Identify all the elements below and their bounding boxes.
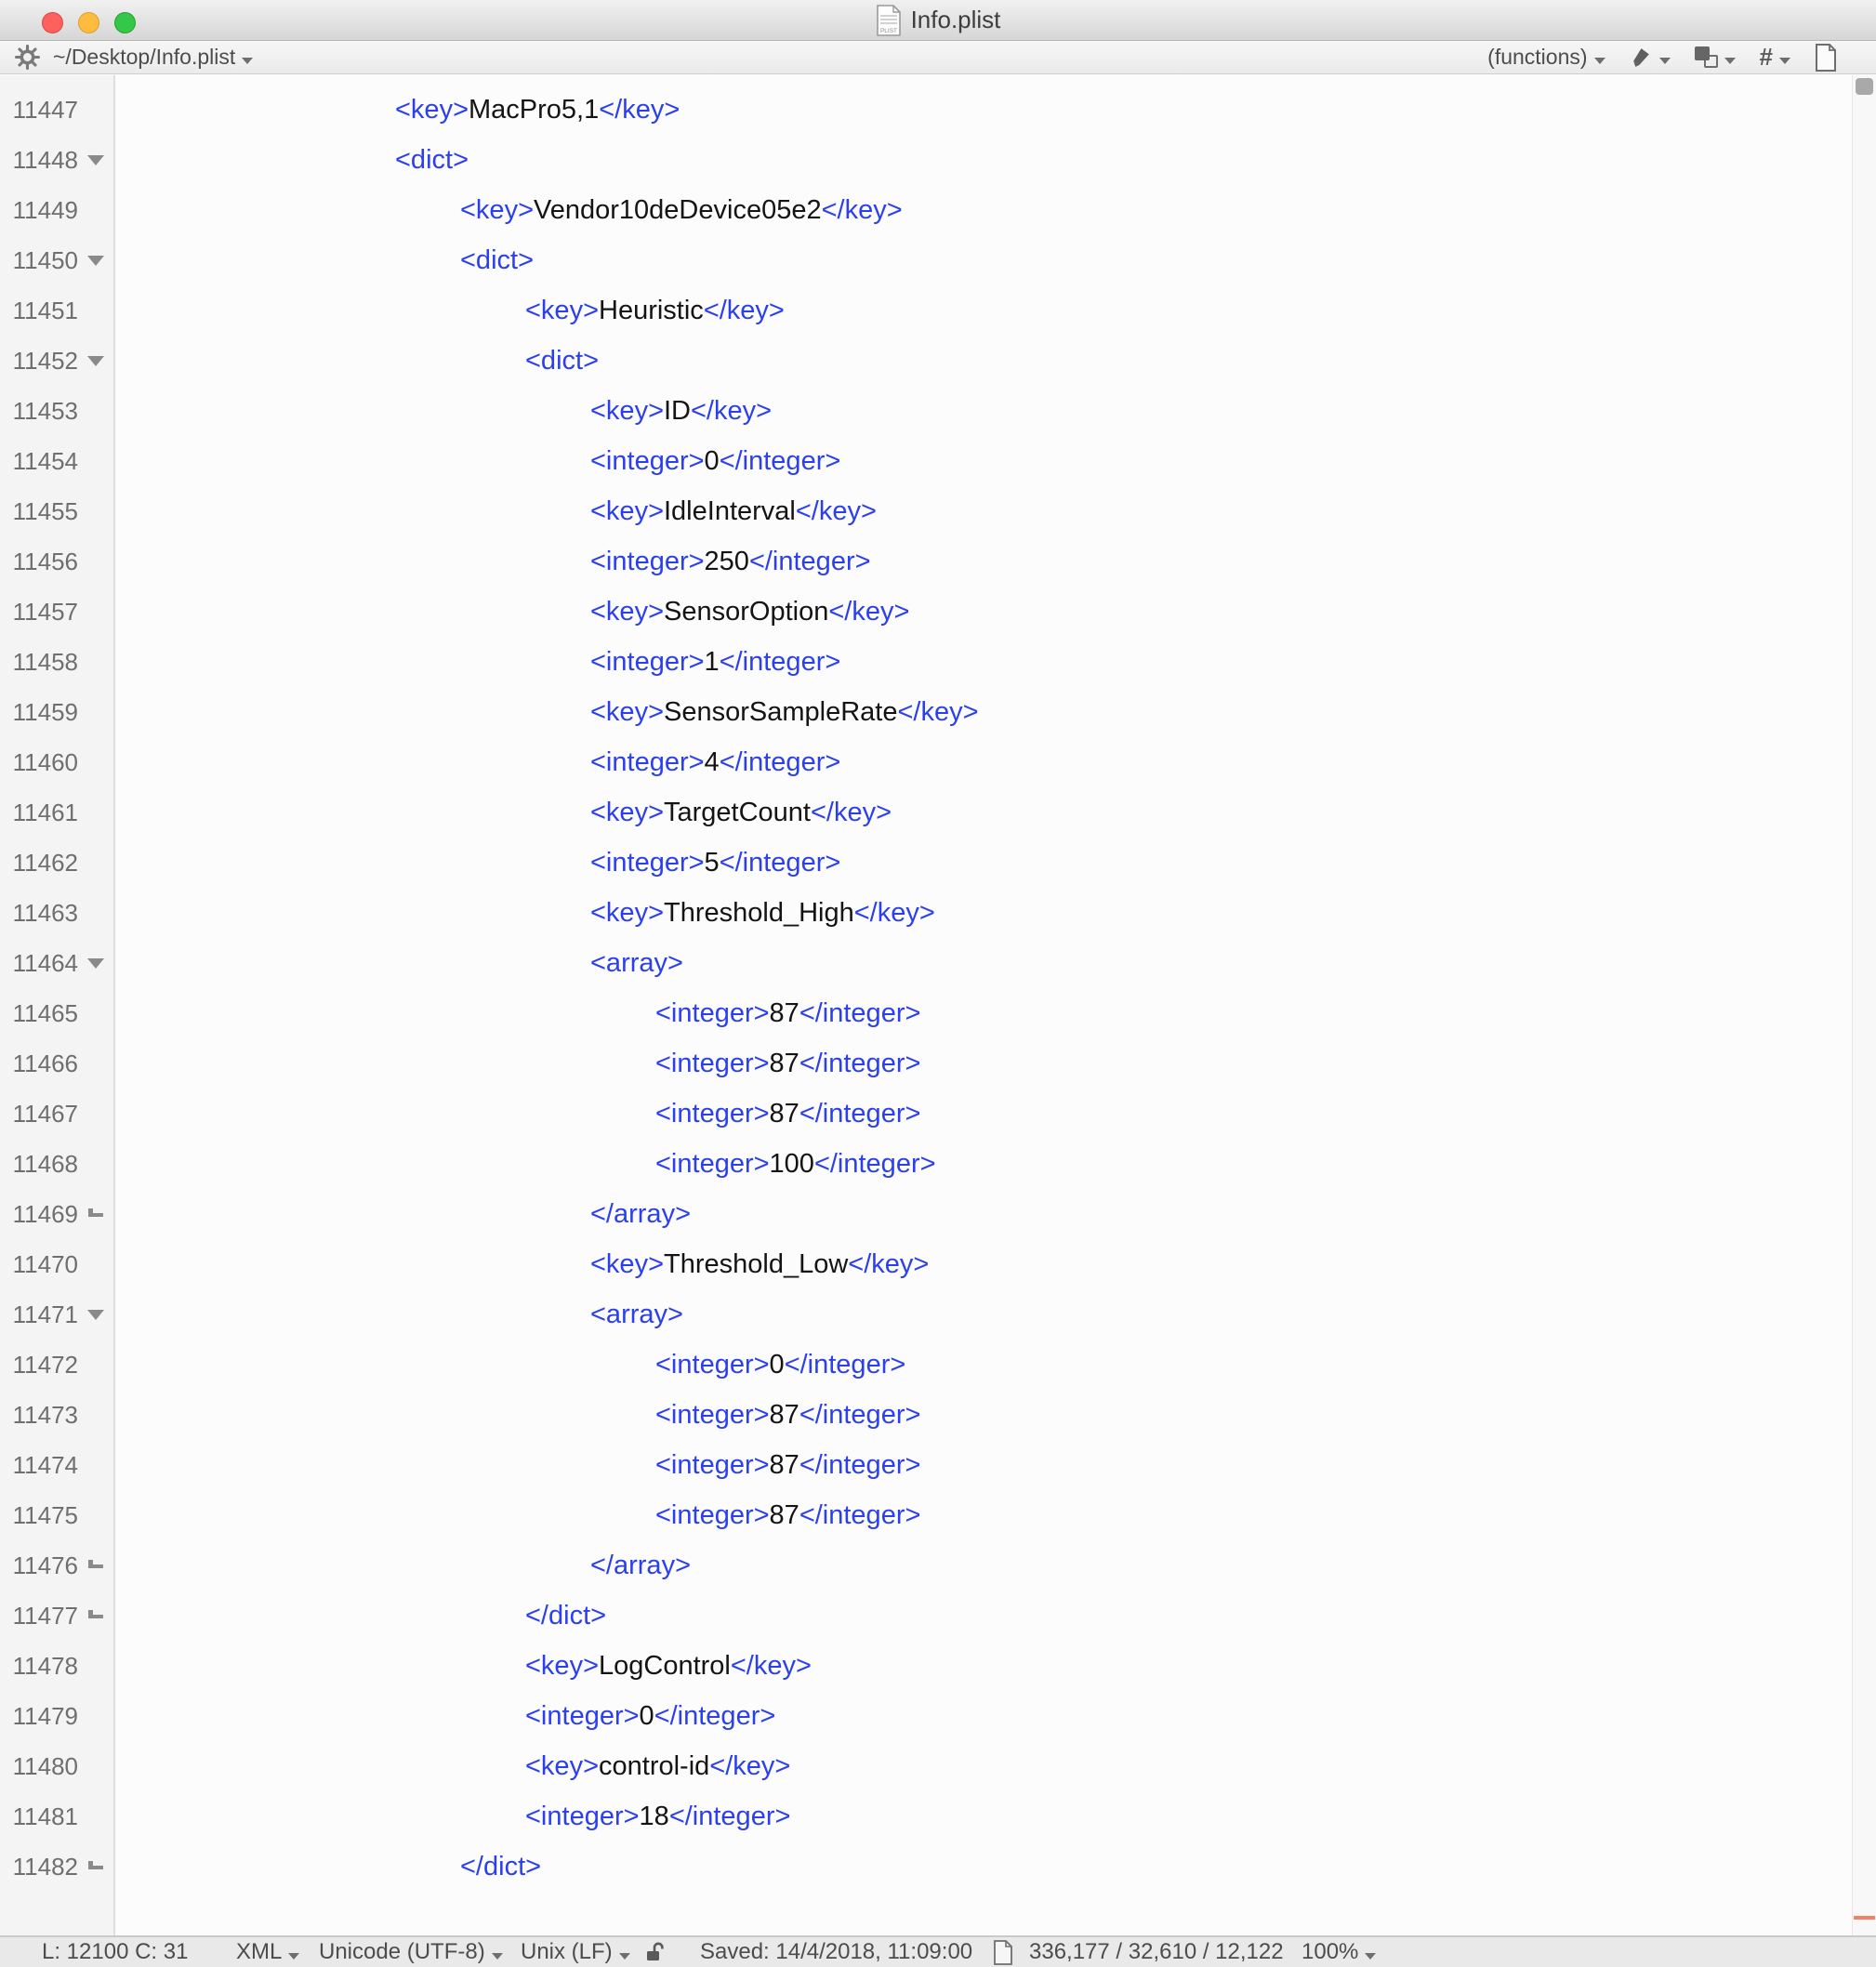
plist-document-icon[interactable] [876, 5, 902, 36]
code-line[interactable] [117, 1591, 1852, 1641]
gutter-row[interactable] [0, 587, 113, 637]
code-line[interactable] [117, 1691, 1852, 1741]
xml-tag: </integer> [719, 848, 841, 878]
xml-value: 4 [704, 747, 720, 777]
code-line[interactable] [117, 888, 1852, 938]
code-line[interactable] [117, 637, 1852, 687]
line-number: 11471 [12, 1300, 78, 1328]
gutter-row[interactable] [0, 1189, 113, 1239]
line-number-menu[interactable] [1760, 43, 1790, 72]
xml-tag: </key> [897, 697, 979, 727]
xml-tag: <key> [590, 898, 664, 928]
unlocked-padlock-icon [643, 1940, 667, 1964]
xml-tag: <key> [590, 496, 664, 526]
window-title: Info.plist [910, 6, 1001, 33]
xml-tag: </integer> [784, 1350, 906, 1380]
code-line[interactable] [117, 1289, 1852, 1340]
xml-tag: <key> [525, 1651, 599, 1681]
xml-tag: </integer> [799, 1099, 921, 1129]
chevron-down-icon [288, 1953, 299, 1960]
chevron-down-icon [492, 1953, 503, 1960]
fold-end-marker-icon [88, 1560, 103, 1568]
layered-squares-icon [1695, 46, 1718, 68]
xml-value: MacPro5,1 [469, 95, 600, 125]
xml-tag: <integer> [590, 446, 705, 476]
line-number: 11460 [12, 747, 78, 776]
code-line[interactable] [117, 1741, 1852, 1791]
line-number: 11451 [12, 296, 78, 324]
xml-tag: </integer> [813, 1149, 936, 1179]
xml-tag: <integer> [590, 547, 705, 576]
svg-text:PLIST: PLIST [879, 27, 897, 34]
gutter-row[interactable] [0, 838, 113, 888]
gutter-row[interactable] [0, 135, 113, 185]
encoding-selector[interactable] [319, 1937, 503, 1967]
xml-value: SensorOption [664, 597, 829, 627]
line-number: 11468 [12, 1149, 78, 1178]
xml-tag: <integer> [655, 1099, 770, 1129]
line-number: 11467 [12, 1099, 78, 1128]
line-number: 11459 [12, 697, 78, 726]
code-line[interactable] [117, 737, 1852, 787]
xml-tag: <integer> [655, 998, 770, 1028]
xml-tag: <dict> [525, 346, 599, 376]
xml-tag: <integer> [590, 747, 705, 777]
line-number: 11464 [12, 948, 78, 977]
fold-marker-slot [78, 958, 113, 969]
xml-tag: </integer> [799, 1400, 921, 1430]
line-number: 11449 [12, 195, 78, 224]
xml-tag: </integer> [799, 998, 921, 1028]
code-line[interactable] [117, 1139, 1852, 1189]
gutter-row[interactable] [0, 85, 113, 135]
chevron-down-icon [1365, 1953, 1376, 1960]
xml-value: 100 [769, 1149, 814, 1179]
code-line[interactable] [117, 1791, 1852, 1842]
gutter-row[interactable] [0, 536, 113, 587]
xml-tag: <integer> [655, 1049, 770, 1078]
gutter-row[interactable] [0, 1089, 113, 1139]
fold-marker-slot [78, 1310, 113, 1320]
xml-tag: </integer> [668, 1802, 791, 1831]
code-line[interactable] [117, 1089, 1852, 1139]
code-line[interactable] [117, 938, 1852, 988]
gear-icon[interactable] [15, 45, 40, 70]
xml-tag: <array> [590, 948, 683, 978]
gutter-row[interactable] [0, 1791, 113, 1842]
document-path-menu[interactable] [53, 45, 253, 70]
xml-tag: </key> [853, 898, 935, 928]
xml-tag: <key> [590, 1249, 664, 1279]
document-counts: 336,177 / 32,610 / 12,122 [1029, 1939, 1284, 1964]
code-line[interactable] [117, 687, 1852, 737]
line-number: 11453 [12, 396, 78, 425]
code-line[interactable] [117, 787, 1852, 838]
xml-tag: <key> [590, 396, 664, 426]
xml-value: 87 [769, 1099, 799, 1129]
xml-tag: </key> [709, 1751, 791, 1781]
gutter-row[interactable] [0, 1540, 113, 1591]
chevron-down-icon [1724, 58, 1736, 64]
xml-tag: <key> [590, 798, 664, 827]
scrollbar-thumb[interactable] [1856, 78, 1873, 95]
gutter-row[interactable] [0, 1641, 113, 1691]
gutter-row[interactable] [0, 1038, 113, 1089]
code-line[interactable] [117, 1189, 1852, 1239]
code-line[interactable] [117, 838, 1852, 888]
xml-tag: </integer> [654, 1701, 776, 1731]
line-number: 11482 [12, 1852, 78, 1881]
line-number: 11474 [12, 1450, 78, 1479]
cursor-position: L: 12100 C: 31 [42, 1939, 189, 1964]
highlight-menu[interactable] [1630, 46, 1671, 69]
document-path: ~/Desktop/Info.plist [53, 45, 236, 69]
fold-disclosure-triangle-icon[interactable] [87, 356, 104, 366]
editor-main [0, 75, 1876, 1935]
fold-marker-slot [78, 256, 113, 266]
code-line[interactable] [117, 436, 1852, 486]
xml-tag: <key> [590, 597, 664, 627]
code-area[interactable] [117, 75, 1852, 1935]
fold-end-marker-icon [88, 1610, 103, 1618]
gutter-row[interactable] [0, 637, 113, 687]
xml-tag: </integer> [799, 1450, 921, 1480]
xml-value: Vendor10deDevice05e2 [534, 195, 822, 225]
line-number: 11473 [12, 1400, 78, 1429]
xml-value: 87 [769, 1049, 799, 1078]
code-line[interactable] [117, 336, 1852, 386]
xml-tag: </key> [811, 798, 892, 827]
xml-value: 87 [769, 998, 799, 1028]
line-number: 11475 [12, 1500, 78, 1529]
xml-tag: </key> [730, 1651, 812, 1681]
xml-tag: <integer> [655, 1400, 770, 1430]
xml-value: IdleInterval [664, 496, 796, 526]
code-line[interactable] [117, 185, 1852, 235]
gutter-row[interactable] [0, 285, 113, 336]
gutter-row[interactable] [0, 235, 113, 285]
zoom-selector[interactable] [1301, 1937, 1376, 1967]
line-number: 11454 [12, 446, 78, 475]
line-number: 11481 [12, 1802, 78, 1830]
gutter-row[interactable] [0, 386, 113, 436]
fold-disclosure-triangle-icon[interactable] [87, 1310, 104, 1320]
line-number-gutter[interactable] [0, 75, 115, 1935]
xml-tag: <key> [590, 697, 664, 727]
xml-tag: <integer> [590, 647, 705, 677]
traffic-lights [42, 12, 136, 33]
close-button[interactable] [42, 12, 63, 33]
line-number: 11456 [12, 547, 78, 575]
blank-page-icon[interactable] [1815, 44, 1837, 72]
line-endings: Unix (LF) [521, 1939, 613, 1964]
xml-tag: </integer> [719, 446, 841, 476]
xml-value: 87 [769, 1400, 799, 1430]
line-number: 11462 [12, 848, 78, 877]
xml-value: 87 [769, 1500, 799, 1530]
xml-value: 0 [769, 1350, 785, 1380]
line-number: 11461 [12, 798, 78, 826]
gutter-row[interactable] [0, 1289, 113, 1340]
line-number: 11450 [12, 245, 78, 274]
snippets-menu[interactable] [1695, 46, 1736, 68]
xml-value: 0 [704, 446, 720, 476]
xml-tag: <dict> [395, 145, 469, 175]
fold-marker-slot [78, 155, 113, 165]
xml-tag: <integer> [655, 1450, 770, 1480]
xml-tag: </dict> [525, 1601, 607, 1630]
gutter-row[interactable] [0, 787, 113, 838]
fold-end-marker-icon [88, 1861, 103, 1869]
code-line[interactable] [117, 1390, 1852, 1440]
xml-tag: <integer> [590, 848, 705, 878]
line-number: 11479 [12, 1701, 78, 1730]
gutter-row[interactable] [0, 1691, 113, 1741]
functions-label: (functions) [1487, 45, 1588, 69]
gutter-row[interactable] [0, 1239, 113, 1289]
encoding: Unicode (UTF-8) [319, 1939, 485, 1964]
xml-tag: </integer> [719, 647, 841, 677]
fold-disclosure-triangle-icon[interactable] [87, 155, 104, 165]
code-line[interactable] [117, 285, 1852, 336]
fold-end-marker-icon [88, 1208, 103, 1217]
xml-tag: </key> [795, 496, 877, 526]
code-line[interactable] [117, 486, 1852, 536]
line-number: 11476 [12, 1551, 78, 1579]
code-line[interactable] [117, 1340, 1852, 1390]
xml-value: 0 [639, 1701, 654, 1731]
caret-position-marker [1854, 1916, 1875, 1920]
xml-value: LogControl [599, 1651, 731, 1681]
xml-tag: <integer> [525, 1802, 640, 1831]
xml-tag: <key> [525, 1751, 599, 1781]
code-line[interactable] [117, 587, 1852, 637]
xml-tag: <integer> [655, 1350, 770, 1380]
fold-marker-slot [78, 1861, 113, 1873]
gutter-row[interactable] [0, 1842, 113, 1892]
xml-value: 1 [704, 647, 720, 677]
chevron-down-icon [242, 58, 253, 64]
fold-disclosure-triangle-icon[interactable] [87, 958, 104, 969]
xml-tag: <key> [395, 95, 469, 125]
xml-tag: <integer> [655, 1149, 770, 1179]
xml-value: Heuristic [599, 296, 704, 325]
xml-value: 87 [769, 1450, 799, 1480]
chevron-down-icon [1659, 58, 1671, 64]
gutter-row[interactable] [0, 1139, 113, 1189]
code-line[interactable] [117, 235, 1852, 285]
code-line[interactable] [117, 1641, 1852, 1691]
code-line[interactable] [117, 1540, 1852, 1591]
syntax-mode-selector[interactable] [236, 1937, 299, 1967]
code-line[interactable] [117, 988, 1852, 1038]
xml-tag: </array> [590, 1551, 691, 1580]
xml-value: Threshold_Low [664, 1249, 849, 1279]
xml-tag: </integer> [719, 747, 841, 777]
zoom-button[interactable] [114, 12, 136, 33]
syntax-mode: XML [236, 1939, 283, 1964]
xml-value: 5 [704, 848, 720, 878]
xml-value: TargetCount [664, 798, 811, 827]
xml-tag: <integer> [655, 1500, 770, 1530]
gutter-row[interactable] [0, 486, 113, 536]
marker-pen-icon [1630, 46, 1653, 69]
line-number: 11477 [12, 1601, 78, 1630]
line-number: 11452 [12, 346, 78, 375]
vertical-scrollbar[interactable] [1852, 75, 1876, 1935]
line-number: 11458 [12, 647, 78, 676]
code-line[interactable] [117, 135, 1852, 185]
xml-tag: </key> [599, 95, 680, 125]
fold-marker-slot [78, 1560, 113, 1572]
zoom-level: 100% [1301, 1939, 1359, 1964]
xml-tag: </key> [703, 296, 785, 325]
navigation-bar [0, 41, 1876, 74]
page-icon [993, 1937, 1013, 1967]
chevron-down-icon [1779, 58, 1790, 64]
hash-icon: # [1759, 43, 1773, 71]
xml-tag: <integer> [525, 1701, 640, 1731]
line-number: 11465 [12, 998, 78, 1027]
line-number: 11470 [12, 1249, 78, 1278]
code-line[interactable] [117, 1038, 1852, 1089]
line-endings-selector[interactable] [521, 1937, 630, 1967]
gutter-row[interactable] [0, 1591, 113, 1641]
gutter-row[interactable] [0, 1741, 113, 1791]
code-line[interactable] [117, 1239, 1852, 1289]
line-number: 11466 [12, 1049, 78, 1077]
fold-marker-slot [78, 1610, 113, 1622]
xml-tag: </integer> [799, 1049, 921, 1078]
line-number: 11455 [12, 496, 78, 525]
xml-value: Threshold_High [664, 898, 854, 928]
xml-value: control-id [599, 1751, 710, 1781]
saved-timestamp: Saved: 14/4/2018, 11:09:00 [700, 1939, 973, 1964]
lock-toggle[interactable] [643, 1937, 667, 1967]
chevron-down-icon [1594, 58, 1605, 64]
fold-marker-slot [78, 1208, 113, 1221]
line-number: 11480 [12, 1751, 78, 1780]
line-number: 11478 [12, 1651, 78, 1680]
xml-tag: </dict> [460, 1852, 542, 1881]
gutter-row[interactable] [0, 1390, 113, 1440]
xml-value: 250 [704, 547, 749, 576]
gutter-row[interactable] [0, 1340, 113, 1390]
fold-marker-slot [78, 356, 113, 366]
line-number: 11472 [12, 1350, 78, 1379]
gutter-row[interactable] [0, 888, 113, 938]
code-line[interactable] [117, 1490, 1852, 1540]
gutter-row[interactable] [0, 737, 113, 787]
xml-tag: <key> [525, 296, 599, 325]
xml-tag: </key> [821, 195, 903, 225]
code-line[interactable] [117, 386, 1852, 436]
line-number: 11448 [12, 145, 78, 174]
xml-tag: </key> [848, 1249, 930, 1279]
gutter-row[interactable] [0, 988, 113, 1038]
gutter-row[interactable] [0, 687, 113, 737]
status-bar [0, 1935, 1876, 1967]
chevron-down-icon [619, 1953, 630, 1960]
code-line[interactable] [117, 1842, 1852, 1892]
code-line[interactable] [117, 536, 1852, 587]
xml-tag: </key> [828, 597, 910, 627]
xml-tag: <array> [590, 1300, 683, 1329]
line-number: 11463 [12, 898, 78, 927]
line-number: 11447 [12, 95, 78, 124]
fold-disclosure-triangle-icon[interactable] [87, 256, 104, 266]
gutter-row[interactable] [0, 336, 113, 386]
code-line[interactable] [117, 1440, 1852, 1490]
functions-dropdown[interactable] [1487, 45, 1605, 70]
xml-tag: </integer> [799, 1500, 921, 1530]
gutter-row[interactable] [0, 436, 113, 486]
gutter-row[interactable] [0, 938, 113, 988]
minimize-button[interactable] [78, 12, 99, 33]
title-bar[interactable] [0, 0, 1876, 41]
gutter-row[interactable] [0, 185, 113, 235]
xml-tag: <key> [460, 195, 534, 225]
xml-value: 18 [639, 1802, 669, 1831]
gutter-row[interactable] [0, 1440, 113, 1490]
xml-tag: </key> [691, 396, 773, 426]
xml-tag: </integer> [748, 547, 871, 576]
code-line[interactable] [117, 85, 1852, 135]
xml-tag: </array> [590, 1199, 691, 1229]
xml-value: ID [664, 396, 691, 426]
xml-value: SensorSampleRate [664, 697, 898, 727]
line-number: 11457 [12, 597, 78, 626]
gutter-row[interactable] [0, 1490, 113, 1540]
line-number: 11469 [12, 1199, 78, 1228]
xml-tag: <dict> [460, 245, 534, 275]
